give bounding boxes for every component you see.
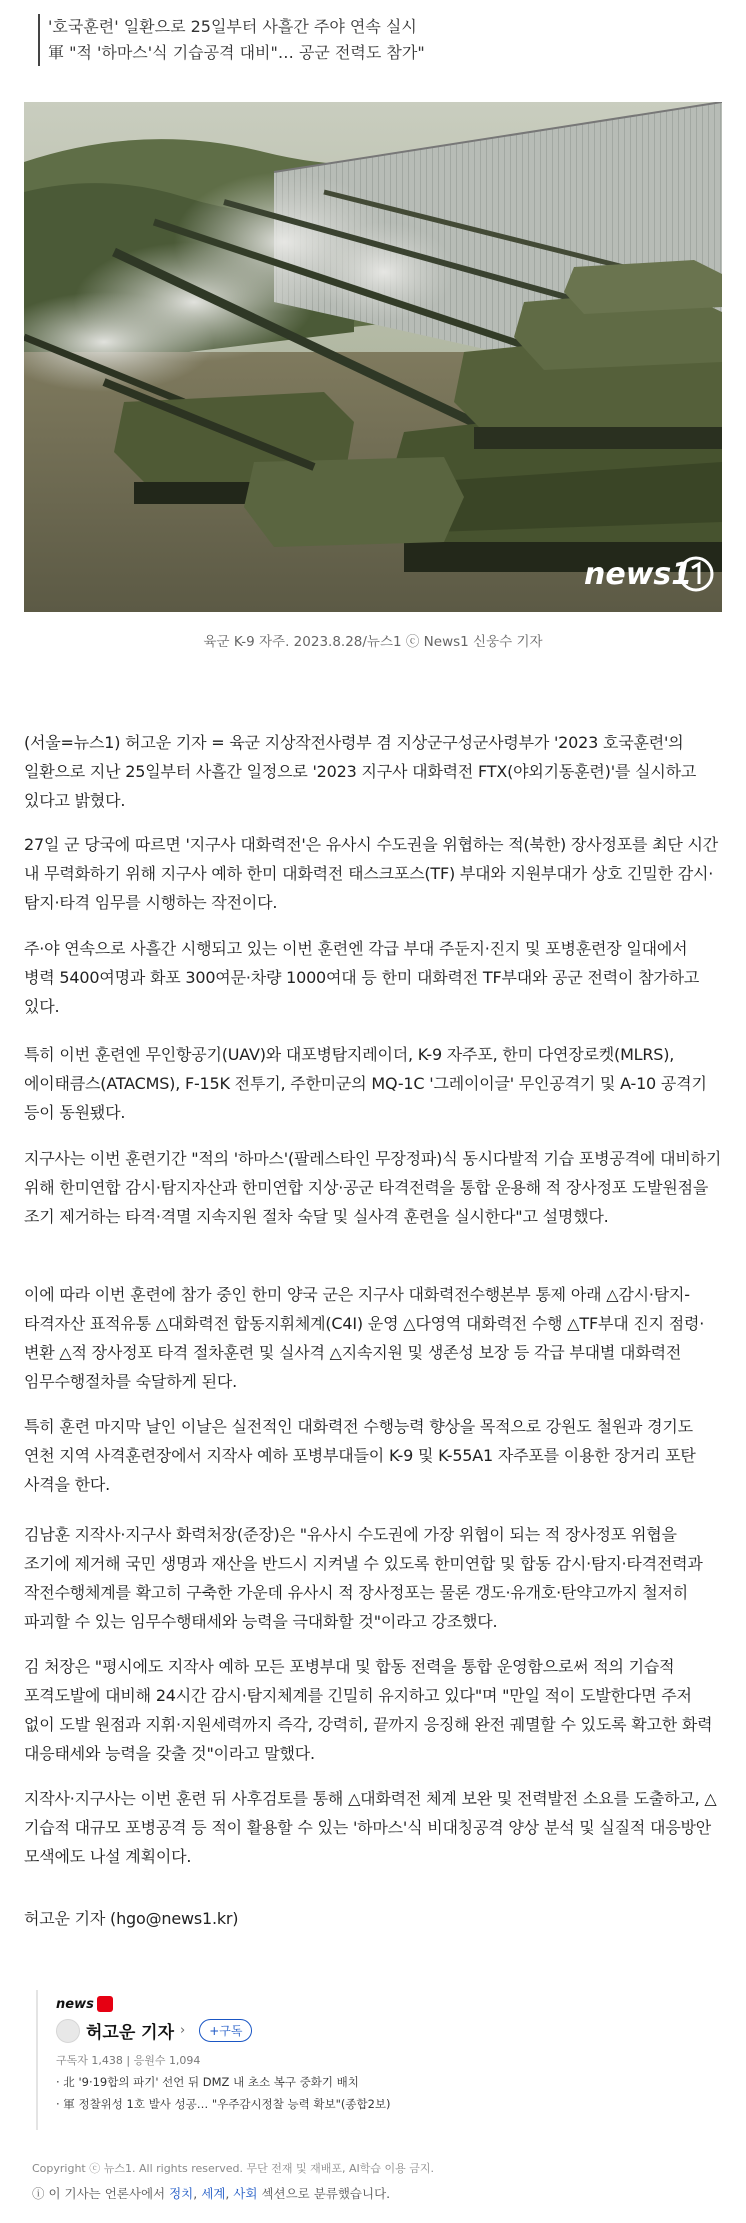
category-link-world[interactable]: 세계 <box>201 2186 226 2201</box>
article-paragraph: 주·야 연속으로 사흘간 시행되고 있는 이번 훈련엔 각급 부대 주둔지·진지 및 포병훈련장 일대에서 병력 5400여명과 화포 300여문·차량 1000여대 등 한미 대화력전 TF부대와 공군 전력이 참가하고 있다. <box>24 939 700 1016</box>
article-paragraph: (서울=뉴스1) 허고운 기자 = 육군 지상작전사령부 겸 지상군구성군사령부가 '2023 호국훈련'의 일환으로 지난 25일부터 사흘간 일정으로 '2023 지구사 대화력전 FTX(야외기동훈련)'를 실시하고 있다고 밝혔다. <box>24 733 697 810</box>
reporter-byline: 허고운 기자 (hgo@news1.kr) <box>24 1909 239 1928</box>
category-note <box>32 2184 390 2202</box>
avatar[interactable] <box>56 2019 80 2043</box>
copyright-notice: Copyright ⓒ 뉴스1. All rights reserved. 무단 전재 및 재배포, AI학습 이용 금지. <box>32 2162 435 2175</box>
reporter-card <box>36 1990 596 2130</box>
category-link-politics[interactable]: 정치 <box>169 2186 194 2201</box>
category-separator: , <box>193 2186 202 2201</box>
reporter-row <box>56 2018 252 2043</box>
chevron-right-icon[interactable]: › <box>180 2023 186 2038</box>
category-link-society[interactable]: 사회 <box>233 2186 258 2201</box>
news1-logo-mark-icon <box>97 1996 113 2012</box>
news1-watermark: news1 <box>584 557 693 592</box>
category-separator: , <box>225 2186 234 2201</box>
article-subheads <box>38 14 425 66</box>
article-paragraph: 27일 군 당국에 따르면 '지구사 대화력전'은 유사시 수도권을 위협하는 적(북한) 장사정포를 최단 시간 내 무력화하기 위해 지구사 예하 한미 대화력전 태스크포스(TF) 부대와 지원부대가 상호 긴밀한 감시·탐지·타격 임무를 시행하는 작전이다. <box>24 835 719 912</box>
related-article-link[interactable]: · 北 '9·19합의 파기' 선언 뒤 DMZ 내 초소 복구 중화기 배치 <box>56 2075 359 2089</box>
reporter-name-link[interactable]: 허고운 기자 <box>86 2023 175 2043</box>
subhead-2: 軍 "적 '하마스'식 기습공격 대비"… 공군 전력도 참가" <box>48 43 425 62</box>
related-article-link[interactable]: · 軍 정찰위성 1호 발사 성공… "우주감시정찰 능력 확보"(종합2보) <box>56 2097 391 2111</box>
article-paragraph: 특히 훈련 마지막 날인 이날은 실전적인 대화력전 수행능력 향상을 목적으로 강원도 철원과 경기도 연천 지역 사격훈련장에서 지작사 예하 포병부대들이 K-9 및 K-55A1 자주포를 이용한 장거리 포탄 사격을 한다. <box>24 1417 696 1494</box>
article-photo[interactable] <box>24 102 722 612</box>
article-paragraph: 김 처장은 "평시에도 지작사 예하 모든 포병부대 및 합동 전력을 통합 운영함으로써 적의 기습적 포격도발에 대비해 24시간 감시·탐지체계를 긴밀히 유지하고 있다"며 "만일 적이 도발한다면 주저 없이 도발 원점과 지휘·지원세력까지 즉각, 강력히, 끝까지 응징해 완전 궤멸할 수 있도록 확고한 화력 대응태세와 능력을 갖출 것"이라고 말했다. <box>24 1657 713 1763</box>
subscribe-button[interactable]: +구독 <box>199 2019 252 2042</box>
article-paragraph: 이에 따라 이번 훈련에 참가 중인 한미 양국 군은 지구사 대화력전수행본부 통제 아래 △감시·탐지-타격자산 표적유통 △대화력전 합동지휘체계(C4I) 운영 △다영역 대화력전 수행 △TF부대 진지 점령·변환 △적 장사정포 타격 절차훈련 및 실사격 △지속지원 및 생존성 보장 등 각급 부대별 대화력전 임무수행절차를 숙달하게 된다. <box>24 1285 705 1391</box>
subhead-1: '호국훈련' 일환으로 25일부터 사흘간 주야 연속 실시 <box>48 17 417 36</box>
article-paragraph: 지구사는 이번 훈련기간 "적의 '하마스'(팔레스타인 무장정파)식 동시다발적 기습 포병공격에 대비하기 위해 한미연합 감시·탐지자산과 한미연합 지상·공군 타격전력을 통합 운용해 적 장사정포 도발원점을 조기 제거하는 타격·격멸 지속지원 절차 숙달 및 실사격 훈련을 실시한다"고 설명했다. <box>24 1149 722 1226</box>
photo-caption: 육군 K-9 자주. 2023.8.28/뉴스1 ⓒ News1 신웅수 기자 <box>203 634 543 650</box>
k9-artillery-image <box>24 102 722 612</box>
article-paragraph: 김남훈 지작사·지구사 화력처장(준장)은 "유사시 수도권에 가장 위협이 되는 적 장사정포 위협을 조기에 제거해 국민 생명과 재산을 반드시 지켜낼 수 있도록 한미연합 및 합동 감시·탐지·타격전력과 작전수행체계를 확고히 구축한 가운데 유사시 적 장사정포는 물론 갱도·유개호·탄약고까지 철저히 파괴할 수 있는 임무수행태세와 능력을 극대화할 것"이라고 강조했다. <box>24 1525 703 1631</box>
reporter-stats: 구독자 1,438 | 응원수 1,094 <box>56 2054 201 2067</box>
news1-logo <box>56 1996 113 2012</box>
news1-logo-text: news <box>56 1996 94 2012</box>
category-prefix: ⓘ 이 기사는 언론사에서 <box>32 2186 170 2201</box>
article-paragraph: 특히 이번 훈련엔 무인항공기(UAV)와 대포병탐지레이더, K-9 자주포, 한미 다연장로켓(MLRS), 에이태큼스(ATACMS), F-15K 전투기, 주한미군의 MQ-1C '그레이이글' 무인공격기 및 A-10 공격기 등이 동원됐다. <box>24 1045 707 1122</box>
category-suffix: 섹션으로 분류했습니다. <box>257 2186 391 2201</box>
article-paragraph: 지작사·지구사는 이번 훈련 뒤 사후검토를 통해 △대화력전 체계 보완 및 전력발전 소요를 도출하고, △기습적 대규모 포병공격 등 적이 활용할 수 있는 '하마스'식 비대칭공격 양상 분석 및 실질적 대응방안 모색에도 나설 계획이다. <box>24 1789 717 1866</box>
